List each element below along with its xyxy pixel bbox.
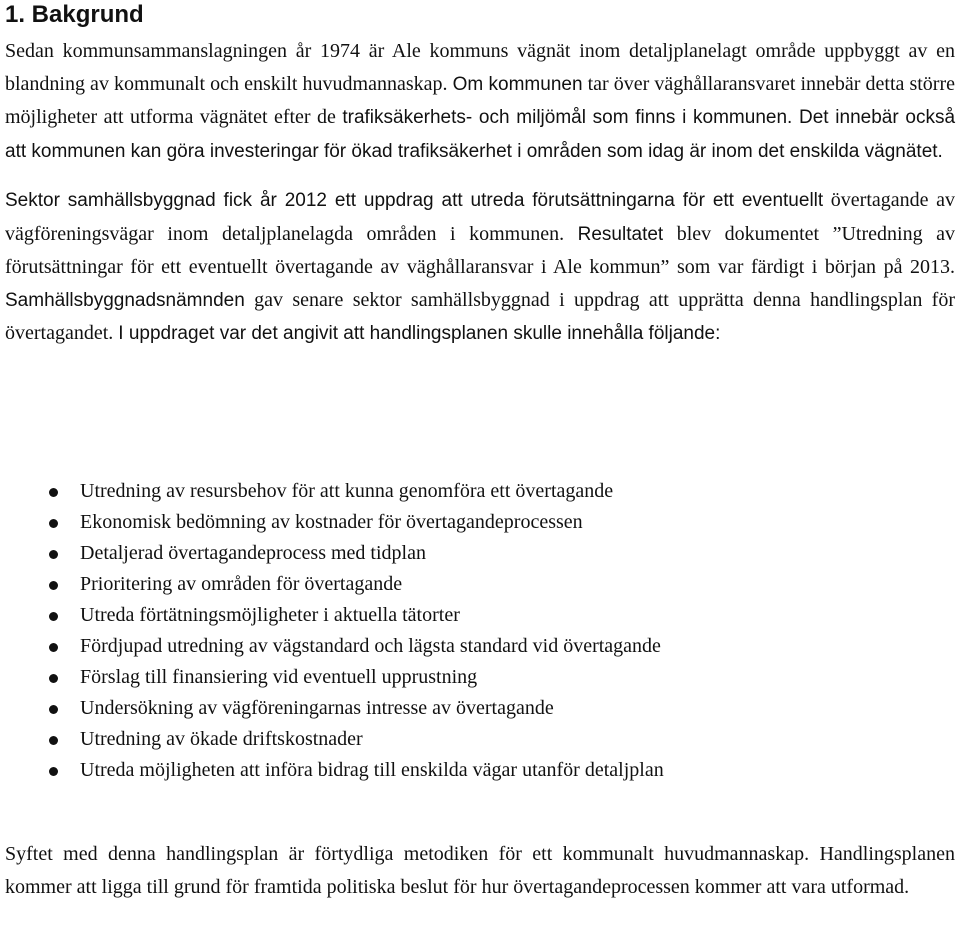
paragraph-text: övertagande av vägföreningsvägar inom detaljplanelagda områden i kommunen. bbox=[5, 189, 955, 245]
paragraph-text: blev dokumentet ”Utredning av förutsättningar för ett eventuellt övertagande av väghållaransvar i Ale kommun” som var färdigt i början på 2013. bbox=[5, 222, 955, 278]
list-item-text: Undersökning av vägföreningarnas intresse av övertagande bbox=[80, 697, 554, 719]
paragraph-text: Samhällsbyggnadsnämnden bbox=[5, 289, 245, 311]
bullet-icon bbox=[49, 643, 58, 652]
list-item-text: Utreda förtätningsmöjligheter i aktuella tätorter bbox=[80, 604, 460, 626]
list-item-text: Detaljerad övertagandeprocess med tidplan bbox=[80, 542, 426, 564]
document-page bbox=[5, 0, 955, 351]
list-item-text: Ekonomisk bedömning av kostnader för övertagandeprocessen bbox=[80, 511, 583, 533]
list-item bbox=[5, 476, 664, 507]
list-item-text: Utreda möjligheten att införa bidrag till enskilda vägar utanför detaljplan bbox=[80, 759, 664, 781]
paragraph-text: Sektor samhällsbyggnad fick år 2012 ett uppdrag att utreda förutsättningarna för ett eventuellt bbox=[5, 190, 824, 211]
paragraph-text: Om kommunen bbox=[452, 73, 583, 95]
list-item-text: Förslag till finansiering vid eventuell upprustning bbox=[80, 666, 478, 688]
paragraph-text: Sedan kommunsammanslagningen år 1974 är Ale kommuns vägnät inom detaljplanelagt område uppbyggt av en blandning av kommunalt och enskilt huvudmannaskap. bbox=[5, 40, 955, 95]
paragraph-text: trafiksäkerhets- och miljömål som finns i kommunen. Det innebär också att kommunen kan göra investeringar för ökad trafiksäkerhet i områden som idag är inom det enskilda vägnätet. bbox=[5, 107, 956, 162]
section-heading: 1. Bakgrund bbox=[5, 1, 144, 28]
list-item bbox=[5, 755, 664, 786]
paragraph-text: tar över väghållaransvaret innebär detta större möjligheter att utforma vägnätet efter de bbox=[5, 72, 955, 128]
bullet-icon bbox=[49, 674, 58, 683]
closing-section bbox=[5, 838, 955, 903]
list-item bbox=[5, 631, 664, 662]
paragraph-text: Resultatet bbox=[577, 223, 664, 245]
list-item-text: Fördjupad utredning av vägstandard och lägsta standard vid övertagande bbox=[80, 635, 661, 657]
list-item-text: Prioritering av områden för övertagande bbox=[80, 573, 403, 595]
bullet-icon bbox=[49, 488, 58, 497]
list-item bbox=[5, 662, 664, 693]
paragraph-background bbox=[5, 35, 955, 168]
list-item bbox=[5, 538, 664, 569]
requirements-list bbox=[5, 476, 664, 786]
paragraph-text: I uppdraget var det angivit att handlingsplanen skulle innehålla följande: bbox=[118, 323, 721, 344]
list-item bbox=[5, 724, 664, 755]
paragraph-text: gav senare sektor samhällsbyggnad i uppdrag att upprätta denna handlingsplan för övertagandet. bbox=[5, 288, 955, 344]
bullet-icon bbox=[49, 581, 58, 590]
list-item bbox=[5, 600, 664, 631]
bullet-icon bbox=[49, 612, 58, 621]
bullet-icon bbox=[49, 767, 58, 776]
bullet-icon bbox=[49, 519, 58, 528]
list-item bbox=[5, 507, 664, 538]
bullet-icon bbox=[49, 705, 58, 714]
list-item bbox=[5, 693, 664, 724]
bullet-icon bbox=[49, 736, 58, 745]
list-item bbox=[5, 569, 664, 600]
bullet-icon bbox=[49, 550, 58, 559]
paragraph-assignment bbox=[5, 184, 955, 351]
list-item-text: Utredning av ökade driftskostnader bbox=[80, 728, 363, 750]
list-item-text: Utredning av resursbehov för att kunna genomföra ett övertagande bbox=[80, 480, 614, 502]
paragraph-purpose: Syftet med denna handlingsplan är förtydliga metodiken för ett kommunalt huvudmannaskap. Handlingsplanen kommer att ligga till grund för framtida politiska beslut för hur övertagandeprocessen kommer att vara utformad. bbox=[5, 843, 955, 898]
